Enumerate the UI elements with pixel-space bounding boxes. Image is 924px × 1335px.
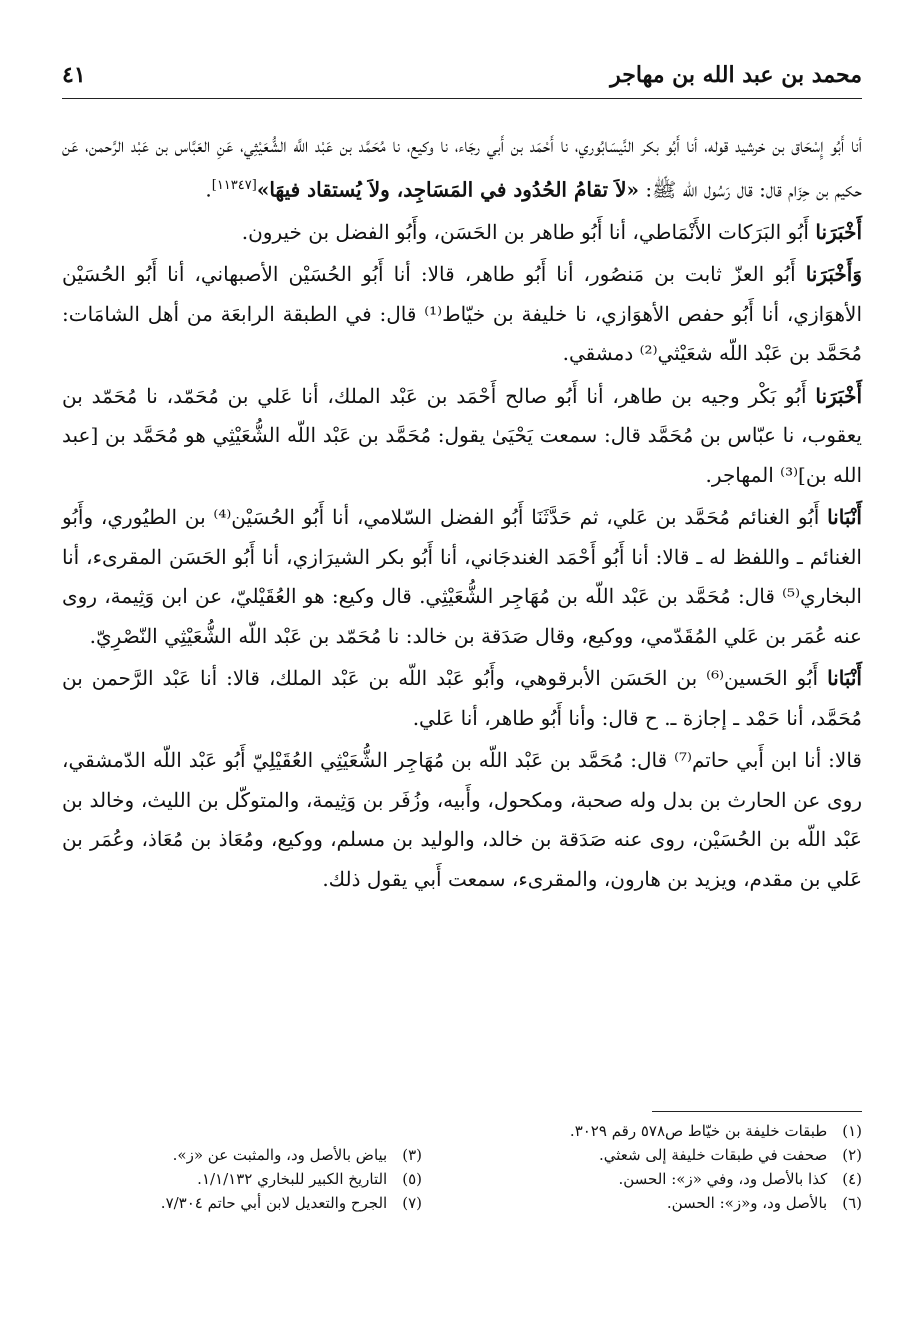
footnote-row bbox=[62, 1194, 862, 1218]
footnote-row bbox=[62, 1146, 862, 1170]
running-title: محمد بن عبد الله بن مهاجر bbox=[610, 62, 862, 88]
paragraph-2 bbox=[62, 213, 862, 253]
footnote-3 bbox=[62, 1146, 422, 1164]
footnote-text: كذا بالأصل ود، وفي «ز»: الحسن. bbox=[618, 1170, 828, 1188]
footnote-4 bbox=[462, 1170, 862, 1188]
footnote-7 bbox=[62, 1194, 422, 1212]
footnote-number: (١) bbox=[842, 1122, 862, 1140]
paragraph-4 bbox=[62, 377, 862, 496]
footnote-text: طبقات خليفة بن خيّاط ص٥٧٨ رقم ٣٠٢٩. bbox=[569, 1122, 828, 1140]
paragraph-5 bbox=[62, 498, 862, 656]
footnote-number: (٥) bbox=[402, 1170, 422, 1188]
paragraph-text: أنا أَبُو إِسْحَاق بن خرشيد قوله، أنا أَبُو بكر النَّيسَابُوري، نا أَحْمَد بن أَبي رجَاء، نا وكيع، نا مُحَمَّد بن عَبْد اللَّه الشُّعَيْثِي، عَنِ العَبَّاس بن عَبْد الرَّحمن، عَن حكيم بن حِزَام قال: قال رَسُول الله ﷺ: bbox=[62, 133, 862, 202]
paragraph-text: أَبُو الحَسين⁽⁶⁾ بن الحَسَن الأبرقوهي، وأَبُو عَبْد اللّه بن عَبْد الملك، قالا: أنا عَبْد الرَّحمن بن مُحَمَّد، أنا حَمْد ـ إجازة ـ. ح قال: وأنا أَبُو طاهر، أنا عَلي. bbox=[62, 666, 862, 730]
hadith-text: «لاَ تقامُ الحُدُود في المَسَاجِد، ولاَ يُستقاد فيهَا» bbox=[256, 177, 639, 202]
isnad-lead: أَخْبَرَنا bbox=[815, 383, 862, 408]
paragraph-3 bbox=[62, 255, 862, 374]
isnad-lead: أَخْبَرَنا bbox=[815, 219, 862, 244]
footnote-number: (٢) bbox=[842, 1146, 862, 1164]
footnotes bbox=[62, 1122, 862, 1218]
paragraph-text: أَبُو الغنائم مُحَمَّد بن عَلي، ثم حَدَّثَنَا أَبُو الفضل السّلامي، أنا أَبُو الحُسَيْن⁽⁴⁾ بن الطيُوري، وأَبُو الغنائم ـ واللفظ له ـ قالا: أنا أَبُو أَحْمَد الغندجَاني، أنا أَبُو بكر الشيرَازي، أنا أَبُو الحَسَن المقرىء، أنا البخاري⁽⁵⁾ قال: مُحَمَّد بن عَبْد اللّه بن مُهَاجِر الشُّعَيْثِي. قال وكيع: هو العُقَيْليّ، عن ابن وَثِيمة، روى عنه عُمَر بن عَلي المُقَدّمي، ووكيع، وقال صَدَقة بن خالد: نا مُحَمّد بن عَبْد اللّه الشُّعَيْثِي النّصْرِيّ. bbox=[62, 505, 862, 648]
isnad-lead: وَأَخْبَرَنا bbox=[805, 262, 862, 287]
footnote-number: (٧) bbox=[402, 1194, 422, 1212]
footnote-number: (٤) bbox=[842, 1170, 862, 1188]
paragraph-text: قالا: أنا ابن أَبي حاتم⁽⁷⁾ قال: مُحَمَّد بن عَبْد اللّه بن مُهَاجِر الشُّعَيْثِي العُقَيْلِيّ أَبُو عَبْد اللّه الدّمشقي، روى عن الحارث بن بدل وله صحبة، ومكحول، وأَبيه، وزُفَر بن وَثِيمة، والمتوكّل بن الليث، وخالد بن عَبْد اللّه بن الحُسَيْن، روى عنه صَدَقة بن خالد، والوليد بن مسلم، ووكيع، ومُعَاذ بن مُعَاذ، وعُمَر بن عَلي بن مقدم، ويزيد بن هارون، والمقرىء، سمعت أَبي يقول ذلك. bbox=[62, 748, 862, 891]
paragraph-1 bbox=[62, 126, 862, 210]
footnote-5 bbox=[62, 1170, 422, 1188]
footnote-text: صحفت في طبقات خليفة إلى شعثي. bbox=[598, 1146, 828, 1164]
paragraph-text: أَبُو بَكْر وجيه بن طاهر، أنا أَبُو صالح أَحْمَد بن عَبْد الملك، أنا عَلي بن مُحَمّد، نا مُحَمّد بن يعقوب، نا عبّاس بن مُحَمَّد قال: سمعت يَحْيَىٰ يقول: مُحَمَّد بن عَبْد اللّه الشُّعَيْثِي هو مُحَمَّد بن [عبد الله بن]⁽³⁾ المهاجر. bbox=[62, 383, 862, 487]
footnote-2 bbox=[462, 1146, 862, 1164]
footnote-divider bbox=[652, 1111, 862, 1112]
paragraph-text: أَبُو البَرَكات الأَنْمَاطي، أنا أَبُو طاهر بن الحَسَن، وأَبُو الفضل بن خيرون. bbox=[241, 219, 816, 244]
main-text bbox=[62, 126, 862, 902]
footnote-text: التاريخ الكبير للبخاري ١/١/١٣٢. bbox=[197, 1170, 388, 1188]
footnote-6 bbox=[462, 1194, 862, 1212]
paragraph-tail: . bbox=[205, 177, 212, 202]
footnote-text: الجرح والتعديل لابن أبي حاتم ٧/٣٠٤. bbox=[160, 1194, 388, 1212]
footnote-row bbox=[62, 1122, 862, 1146]
running-header bbox=[62, 58, 862, 99]
isnad-lead: أَنْبَانا bbox=[827, 666, 862, 691]
footnote-1 bbox=[462, 1122, 862, 1140]
hadith-reference: [١١٣٤٧] bbox=[211, 177, 257, 193]
paragraph-6 bbox=[62, 659, 862, 738]
page-number: ٤١ bbox=[62, 62, 86, 88]
footnote-text: بياض بالأصل ود، والمثبت عن «ز». bbox=[172, 1146, 388, 1164]
paragraph-7 bbox=[62, 741, 862, 899]
footnote-text: بالأصل ود، و«ز»: الحسن. bbox=[666, 1194, 828, 1212]
footnote-number: (٦) bbox=[842, 1194, 862, 1212]
paragraph-text: أَبُو العزّ ثابت بن مَنصُور، أنا أَبُو طاهر، قالا: أنا أَبُو الحُسَيْن الأصبهاني، أنا أَبُو الحُسَيْن الأهوَازي، أنا أَبُو حفص الأهوَازي، نا خليفة بن خيّاط⁽¹⁾ قال: في الطبقة الرابعَة من أهل الشامَات: مُحَمَّد بن عَبْد اللّه شعَيْثي⁽²⁾ دمشقي. bbox=[62, 262, 863, 366]
isnad-lead: أَنْبَانا bbox=[827, 505, 862, 530]
footnote-row bbox=[62, 1170, 862, 1194]
footnote-number: (٣) bbox=[402, 1146, 422, 1164]
